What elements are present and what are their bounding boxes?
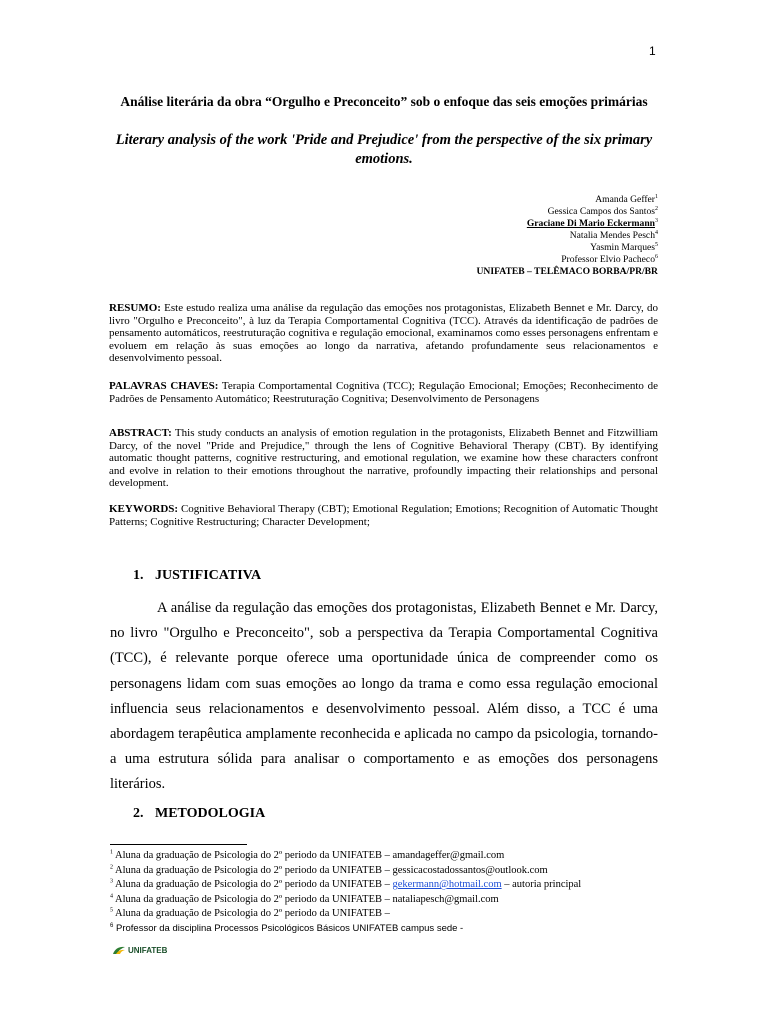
author-name: Yasmin Marques — [590, 242, 655, 253]
section-number: 2. — [133, 806, 144, 821]
author-line — [298, 254, 658, 266]
footnote-mark: 4 — [655, 229, 658, 236]
author-name: Amanda Geffer — [595, 194, 655, 205]
footnote-mark: 1 — [110, 849, 113, 856]
abstract-block — [109, 427, 658, 490]
keywords-text: Cognitive Behavioral Therapy (CBT); Emotional Regulation; Emotions; Recognition of Automatic Thought Patterns; Cognitive Restructuring; Character Development; — [109, 503, 658, 528]
footnote — [110, 849, 670, 864]
section-title: JUSTIFICATIVA — [155, 568, 262, 583]
footnote-mark: 3 — [655, 217, 658, 224]
footnote-text: Aluna da graduação de Psicologia do 2º periodo da UNIFATEB – gessicacostadossantos@outlook.com — [113, 864, 548, 876]
footnote-mark: 1 — [655, 193, 658, 200]
footnote-mark: 5 — [110, 907, 113, 914]
footnote-text: Aluna da graduação de Psicologia do 2º periodo da UNIFATEB – nataliapesch@gmail.com — [113, 893, 499, 905]
logo-text: UNIFATEB — [128, 945, 168, 955]
footnote-text: Aluna da graduação de Psicologia do 2º periodo da UNIFATEB – — [113, 908, 390, 920]
email-link[interactable]: gekermann@hotmail.com — [392, 879, 502, 891]
principal-author-name: Graciane Di Mario Eckermann — [526, 218, 655, 229]
footnote-text-after: – autoria principal — [501, 879, 582, 891]
footnote — [110, 878, 670, 893]
paper-title-en: Literary analysis of the work 'Pride and Prejudice' from the perspective of the six primary emotions. — [115, 132, 653, 167]
author-name: Professor Elvio Pacheco — [561, 254, 655, 265]
section-title: METODOLOGIA — [155, 806, 266, 821]
footnote — [110, 864, 670, 879]
footnote — [110, 922, 670, 937]
abstract-label: ABSTRACT: — [109, 427, 172, 439]
footnote-mark: 3 — [110, 878, 113, 885]
footnote-mark: 2 — [110, 864, 113, 871]
paper-title-pt: Análise literária da obra “Orgulho e Preconceito” sob o enfoque das seis emoções primárias — [120, 94, 648, 109]
section-heading-justificativa — [133, 568, 261, 584]
page-number: 1 — [649, 44, 656, 58]
section-number: 1. — [133, 568, 144, 583]
author-list — [298, 194, 658, 278]
resumo-block — [109, 302, 658, 365]
footnote-text: Aluna da graduação de Psicologia do 2º periodo da UNIFATEB – — [113, 879, 393, 891]
palavras-chave-label: PALAVRAS CHAVES: — [109, 380, 219, 392]
palavras-chave-block — [109, 380, 658, 405]
footnotes — [110, 849, 670, 937]
resumo-label: RESUMO: — [109, 302, 161, 314]
footnote — [110, 907, 670, 922]
footnote-mark: 6 — [110, 922, 114, 929]
footnote-mark: 4 — [110, 893, 113, 900]
resumo-text: Este estudo realiza uma análise da regulação das emoções nos protagonistas, Elizabeth Bennet e Mr. Darcy, do livro "Orgulho e Preconceito", à luz da Terapia Comportamental Cognitiva (TCC). Através da identificação de padrões de pensamento automáticos, reestruturação cognitiva e regulação emocional, examinamos como esses personagens enfrentam e evoluem em relação às suas emoções ao longo da narrativa, afetando profundamente seus relacionamentos e desenvolvimento pessoal. — [109, 302, 658, 364]
footnote-mark: 5 — [655, 241, 658, 248]
author-line — [298, 230, 658, 242]
footnote-mark: 2 — [655, 205, 658, 212]
footnote — [110, 893, 670, 908]
author-name: Natalia Mendes Pesch — [569, 230, 655, 241]
unifateb-logo-icon — [112, 945, 126, 955]
footnote-separator — [110, 844, 247, 845]
footnote-mark: 6 — [655, 253, 658, 260]
author-line — [298, 218, 658, 230]
author-line — [298, 206, 658, 218]
institution: UNIFATEB – TELÊMACO BORBA/PR/BR — [476, 266, 658, 277]
unifateb-logo — [112, 945, 167, 955]
footnote-text: Professor da disciplina Processos Psicológicos Básicos UNIFATEB campus sede - — [113, 922, 464, 934]
section-heading-metodologia — [133, 806, 265, 822]
author-line — [298, 194, 658, 206]
footnote-text: Aluna da graduação de Psicologia do 2º periodo da UNIFATEB – amandageffer@gmail.com — [113, 850, 505, 861]
keywords-block — [109, 503, 658, 528]
author-name: Gessica Campos dos Santos — [547, 206, 655, 217]
justificativa-paragraph: A análise da regulação das emoções dos protagonistas, Elizabeth Bennet e Mr. Darcy, no livro "Orgulho e Preconceito", sob a perspectiva da Terapia Comportamental Cognitiva (TCC), é relevante porque oferece uma oportunidade única de compreender como os personagens lidam com suas emoções ao longo da trama e como essa regulação emocional influencia seus relacionamentos e desenvolvimento pessoal. Além disso, a TCC é uma abordagem terapêutica amplamente reconhecida e aplicada no campo da psicologia, tornando-a uma estrutura sólida para analisar o comportamento e as emoções dos personagens literários. — [110, 600, 658, 793]
abstract-text: This study conducts an analysis of emotion regulation in the protagonists, Elizabeth Bennet and Fitzwilliam Darcy, of the novel "Pride and Prejudice," through the lens of Cognitive Behavioral Therapy (CBT). By identifying automatic thought patterns, cognitive restructuring, and emotional regulation, we examine how these characters confront and evolve in relation to their emotions throughout the narrative, profoundly impacting their relationships and personal development. — [109, 427, 658, 489]
palavras-chave-text: Terapia Comportamental Cognitiva (TCC); Regulação Emocional; Emoções; Reconhecimento de Padrões de Pensamento Automático; Reestruturação Cognitiva; Desenvolvimento de Personagens — [109, 380, 658, 405]
author-line — [298, 242, 658, 254]
keywords-label: KEYWORDS: — [109, 503, 179, 515]
